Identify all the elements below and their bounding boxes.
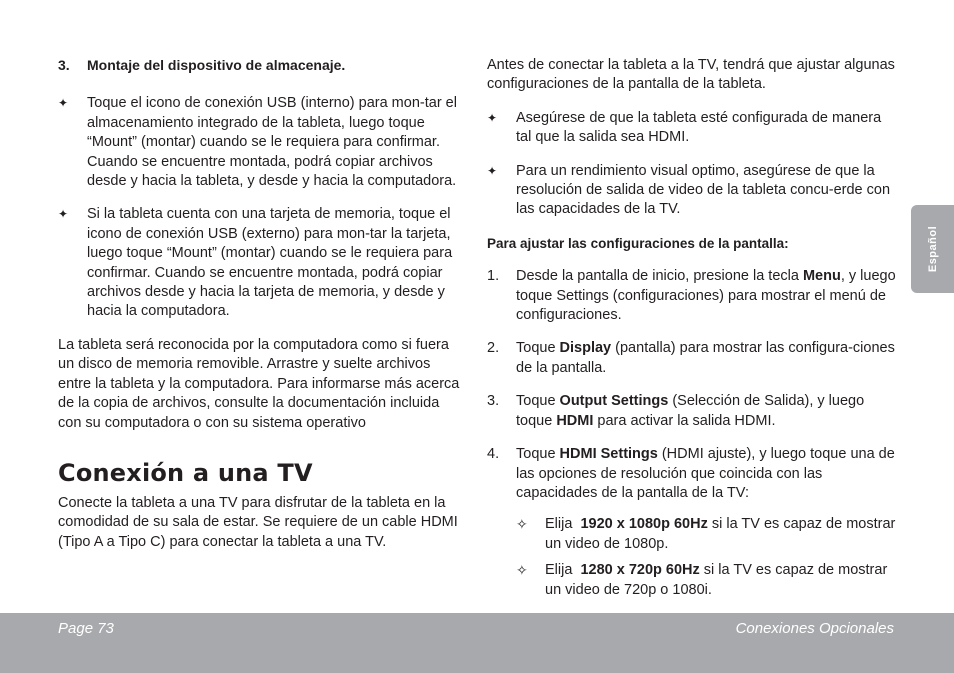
page-footer [0,613,954,673]
heading-text: Montaje del dispositivo de almacenaje. [87,57,346,73]
option-text: Elija 1280 x 720p 60Hz si la TV es capaz de mostrar un video de 720p o 1080i. [545,562,888,598]
heading-number: 3. [58,57,70,73]
bullet-item [487,109,899,148]
step-number: 4. [487,446,500,463]
four-point-star-icon: ✦ [487,110,498,125]
bullet-text: Para un rendimiento visual optimo, asegúrese de que la resolución de salida de video de la tableta concu-erde con las capacidades de la TV. [516,162,891,218]
step-item [487,392,899,431]
step-item [487,339,899,378]
step-item [487,445,899,503]
right-column [487,56,899,600]
left-column [58,56,463,552]
four-point-star-icon: ✦ [58,207,69,222]
page-number: Page 73 [58,620,114,637]
bullet-text: Asegúrese de que la tableta esté configurada de manera tal que la salida sea HDMI. [516,109,882,146]
subsection-heading [58,56,463,75]
four-point-star-icon: ✦ [487,163,498,178]
bullet-text: Si la tableta cuenta con una tarjeta de memoria, toque el icono de conexión USB (externo) para mon-tar la tarjeta, luego toque “Mount” (montar) cuando se le requiera para confirmar. Cuando se encuentre montada, podrá copiar archivos desde y hacia la tarjeta de memoria, y desde y hacia la computadora. [87,206,453,320]
bullet-item [58,94,463,191]
section-name: Conexiones Opcionales [735,620,894,637]
step-item [487,267,899,325]
outline-four-point-star-icon: ✧ [516,516,528,533]
outline-four-point-star-icon: ✧ [516,562,528,579]
step-text: Toque Display (pantalla) para mostrar las configura-ciones de la pantalla. [516,340,895,376]
bullet-item [487,162,899,220]
step-number: 1. [487,268,500,285]
step-number: 2. [487,340,500,357]
section-title: Conexión a una TV [58,458,313,487]
option-text: Elija 1920 x 1080p 60Hz si la TV es capaz de mostrar un video de 1080p. [545,516,896,552]
bullet-item [58,205,463,321]
language-tab [911,205,954,293]
bullet-text: Toque el icono de conexión USB (interno) para mon-tar el almacenamiento integrado de la tableta, luego toque “Mount” (montar) cuando se le requiera para confirmar. Cuando se encuentre montada, podrá copiar archivos desde y hacia la tableta, y desde y hacia la computadora. [87,95,457,190]
option-item [487,515,899,554]
step-text: Toque Output Settings (Selección de Salida), y luego toque HDMI para activar la salida HDMI. [516,393,865,429]
step-number: 3. [487,393,500,410]
option-item [487,561,899,600]
step-text: Desde la pantalla de inicio, presione la tecla Menu, y luego toque Settings (configuraciones) para mostrar el menú de configuraciones. [516,268,896,324]
step-text: Toque HDMI Settings (HDMI ajuste), y luego toque una de las opciones de resolución que coincida con las capacidades de la pantalla de la TV: [516,446,895,501]
intro-paragraph: Antes de conectar la tableta a la TV, tendrá que ajustar algunas configuraciones de la pantalla de la tableta. [487,57,895,93]
steps-subheading: Para ajustar las configuraciones de la pantalla: [487,235,789,251]
four-point-star-icon: ✦ [58,96,69,111]
body-paragraph: La tableta será reconocida por la computadora como si fuera un disco de memoria removible. Arrastre y suelte archivos entre la tableta y la computadora. Para informarse más acerca de la copia de archivos, consulte la documentación incluida con su computadora o con su sistema operativo [58,336,460,431]
language-label: Español [926,225,939,273]
section-paragraph: Conecte la tableta a una TV para disfrutar de la tableta en la comodidad de su sala de estar. Se requiere de un cable HDMI (Tipo A a Tipo C) para conectar la tableta a una TV. [58,494,458,550]
